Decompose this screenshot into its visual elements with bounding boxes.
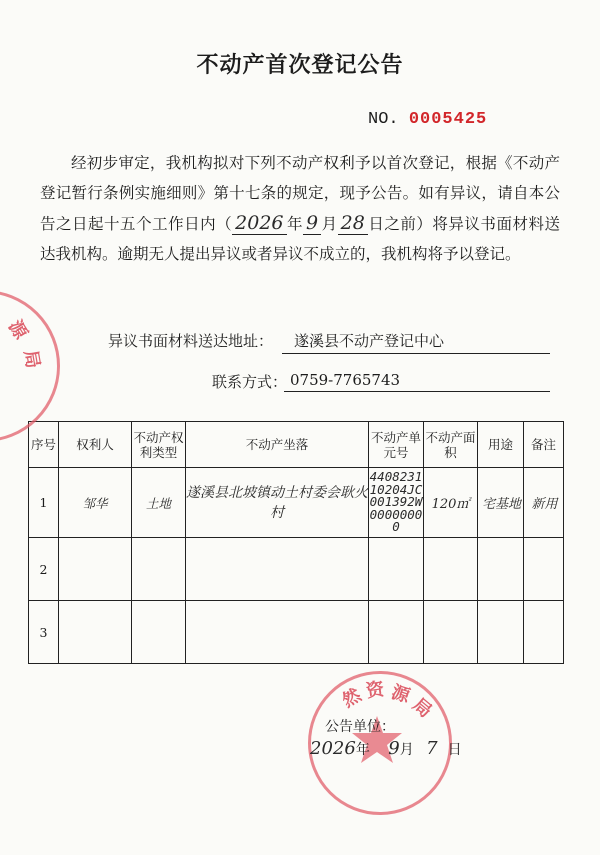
row-area bbox=[424, 601, 478, 664]
deadline-year: 2026 bbox=[232, 212, 286, 235]
deadline-month: 9 bbox=[303, 212, 321, 235]
publish-month: 9 bbox=[388, 738, 400, 759]
address-value: 遂溪县不动产登记中心 bbox=[282, 330, 550, 354]
row-holder bbox=[59, 538, 132, 601]
publish-year-unit: 年 bbox=[355, 742, 370, 758]
row-remark bbox=[524, 538, 564, 601]
row-holder: 邹华 bbox=[59, 468, 132, 538]
seal-bottom-char-4: 局 bbox=[408, 694, 436, 722]
row-right-type bbox=[132, 538, 186, 601]
row-use bbox=[478, 601, 524, 664]
publish-year: 2026 bbox=[310, 738, 356, 759]
row-area: 120㎡ bbox=[424, 468, 478, 538]
row-unit-no bbox=[369, 601, 424, 664]
seal-left-char-1: 源 bbox=[4, 316, 32, 343]
header-no: 序号 bbox=[29, 422, 59, 468]
header-area: 不动产面积 bbox=[424, 422, 478, 468]
deadline-day: 28 bbox=[338, 212, 368, 235]
publish-date bbox=[310, 738, 462, 759]
row-holder bbox=[59, 601, 132, 664]
header-use: 用途 bbox=[478, 422, 524, 468]
publish-month-unit: 月 bbox=[399, 742, 414, 758]
table-row bbox=[29, 601, 564, 664]
row-no: 2 bbox=[29, 538, 59, 601]
row-location bbox=[186, 601, 369, 664]
seal-left-char-2: 局 bbox=[19, 348, 44, 370]
month-unit: 月 bbox=[321, 215, 338, 233]
serial-prefix: NO. bbox=[368, 110, 399, 129]
row-right-type: 土地 bbox=[132, 468, 186, 538]
row-use: 宅基地 bbox=[478, 468, 524, 538]
contact-value: 0759-7765743 bbox=[284, 371, 550, 392]
row-area bbox=[424, 538, 478, 601]
contact-label: 联系方式： bbox=[212, 373, 288, 391]
publish-day-unit: 日 bbox=[447, 742, 462, 758]
header-remark: 备注 bbox=[524, 422, 564, 468]
row-remark: 新用 bbox=[524, 468, 564, 538]
header-unit-no: 不动产单元号 bbox=[369, 422, 424, 468]
header-location: 不动产坐落 bbox=[186, 422, 369, 468]
seal-bottom-char-1: 然 bbox=[338, 684, 365, 712]
row-location: 遂溪县北坡镇动土村委会耿火村 bbox=[186, 468, 369, 538]
row-unit-no: 440823110204JC001392W00000000 bbox=[369, 468, 424, 538]
publisher-label: 公告单位： bbox=[325, 719, 395, 735]
publish-day: 7 bbox=[426, 738, 438, 759]
seal-bottom-char-2: 资 bbox=[364, 678, 386, 703]
page-title: 不动产首次登记公告 bbox=[196, 53, 404, 78]
row-use bbox=[478, 538, 524, 601]
header-right-type: 不动产权利类型 bbox=[132, 422, 186, 468]
serial-number bbox=[368, 110, 487, 129]
notice-paragraph bbox=[40, 148, 560, 269]
row-no: 3 bbox=[29, 601, 59, 664]
serial-value: 0005425 bbox=[408, 110, 488, 129]
notice-text-b: 日之前）将异议书面材料送达我机构。逾期无人提出异议或者异议不成立的，我机构将予以登记。 bbox=[40, 215, 560, 263]
row-remark bbox=[524, 601, 564, 664]
row-right-type bbox=[132, 601, 186, 664]
table-row bbox=[29, 468, 564, 538]
header-holder: 权利人 bbox=[59, 422, 132, 468]
row-location bbox=[186, 538, 369, 601]
year-unit: 年 bbox=[286, 215, 304, 233]
notice-text-a: 经初步审定，我机构拟对下列不动产权利予以首次登记，根据《不动产登记暂行条例实施细则》第十七条的规定，现予公告。如有异议，请自本公告之日起十五个工作日内（ bbox=[40, 154, 560, 233]
table-header-row bbox=[29, 422, 564, 468]
seal-bottom-char-3: 源 bbox=[388, 681, 413, 708]
row-unit-no bbox=[369, 538, 424, 601]
address-label: 异议书面材料送达地址： bbox=[108, 332, 274, 350]
registration-table bbox=[28, 421, 564, 664]
row-no: 1 bbox=[29, 468, 59, 538]
table-row bbox=[29, 538, 564, 601]
